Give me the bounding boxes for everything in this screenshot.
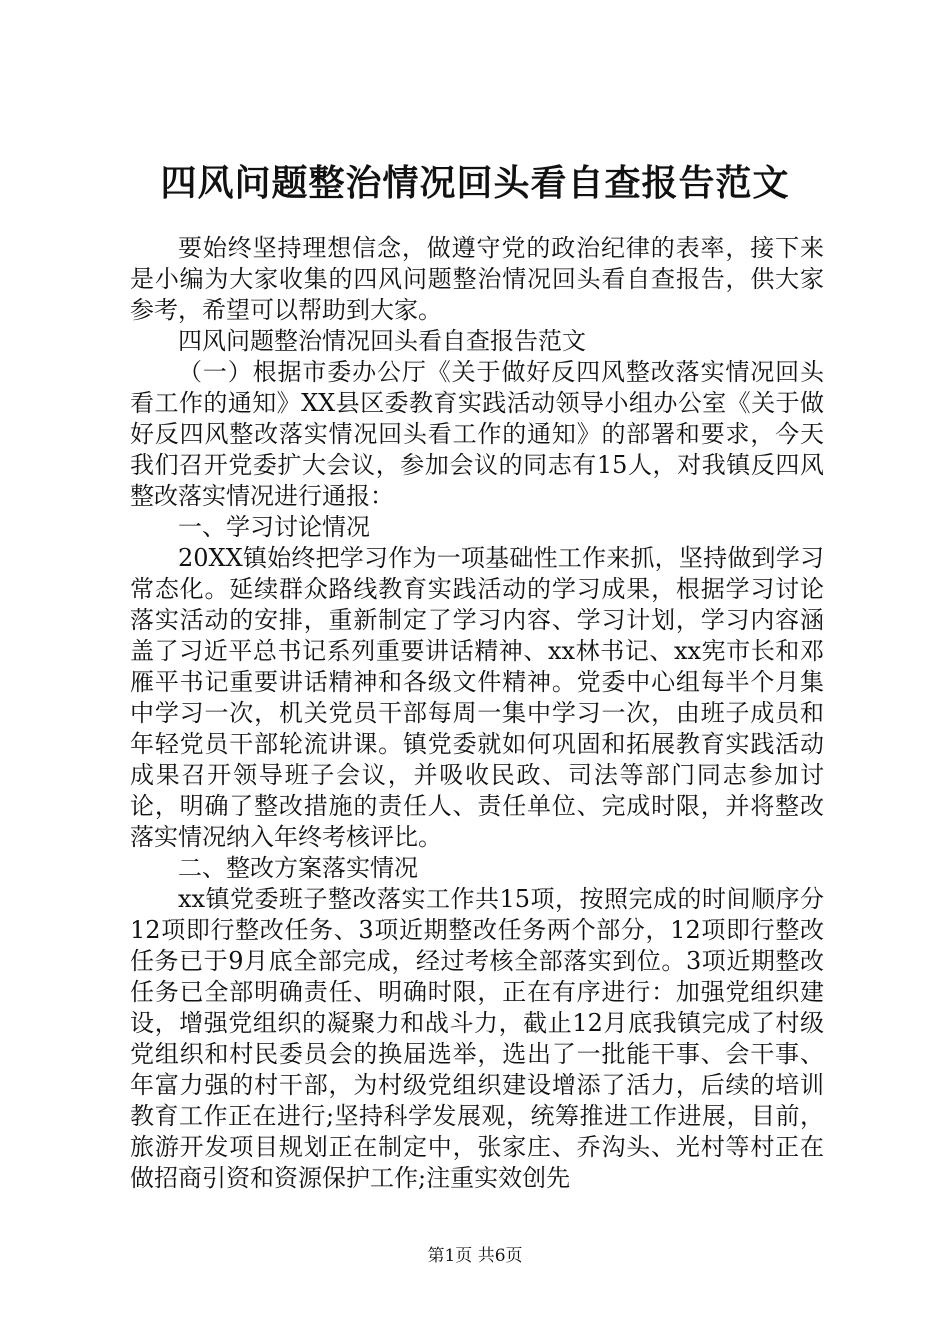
page-number-footer: 第1页 共6页 <box>427 1246 523 1266</box>
report-subtitle: 四风问题整治情况回头看自查报告范文 <box>178 327 586 355</box>
section-heading-study: 一、学习讨论情况 <box>178 513 370 541</box>
study-paragraph: 20XX镇始终把学习作为一项基础性工作来抓，坚持做到学习常态化。延续群众路线教育实践活动的学习成果，根据学习讨论落实活动的安排，重新制定了学习内容、学习计划，学习内容涵盖了习近平总书记系列重要讲话精神、xx林书记、xx宪市长和邓雁平书记重要讲话精神和各级文件精神。党委中心组每半个月集中学习一次，机关党员干部每周一集中学习一次，由班子成员和年轻党员干部轮流讲课。镇党委就如何巩固和拓展教育实践活动成果召开领导班子会议，并吸收民政、司法等部门同志参加讨论，明确了整改措施的责任人、责任单位、完成时限，并将整改落实情况纳入年终考核评比。 <box>130 544 824 851</box>
intro-paragraph: 要始终坚持理想信念，做遵守党的政治纪律的表率，接下来是小编为大家收集的四风问题整治情况回头看自查报告，供大家参考，希望可以帮助到大家。 <box>130 234 824 324</box>
document-body <box>130 233 824 1194</box>
rectification-paragraph: xx镇党委班子整改落实工作共15项，按照完成的时间顺序分12项即行整改任务、3项近期整改任务两个部分，12项即行整改任务已于9月底全部完成，经过考核全部落实到位。3项近期整改任务已全部明确责任、明确时限，正在有序进行：加强党组织建设，增强党组织的凝聚力和战斗力，截止12月底我镇完成了村级党组织和村民委员会的换届选举，选出了一批能干事、会干事、年富力强的村干部，为村级党组织建设增添了活力，后续的培训教育工作正在进行;坚持科学发展观，统筹推进工作进展，目前，旅游开发项目规划正在制定中，张家庄、乔沟头、光村等村正在做招商引资和资源保护工作;注重实效创先 <box>130 885 824 1192</box>
document-title: 四风问题整治情况回头看自查报告范文 <box>160 162 790 204</box>
opening-paragraph: （一）根据市委办公厅《关于做好反四风整改落实情况回头看工作的通知》XX县区委教育实践活动领导小组办公室《关于做好反四风整改落实情况回头看工作的通知》的部署和要求，今天我们召开党委扩大会议，参加会议的同志有15人，对我镇反四风整改落实情况进行通报： <box>130 358 824 510</box>
section-heading-rectification: 二、整改方案落实情况 <box>178 854 418 882</box>
